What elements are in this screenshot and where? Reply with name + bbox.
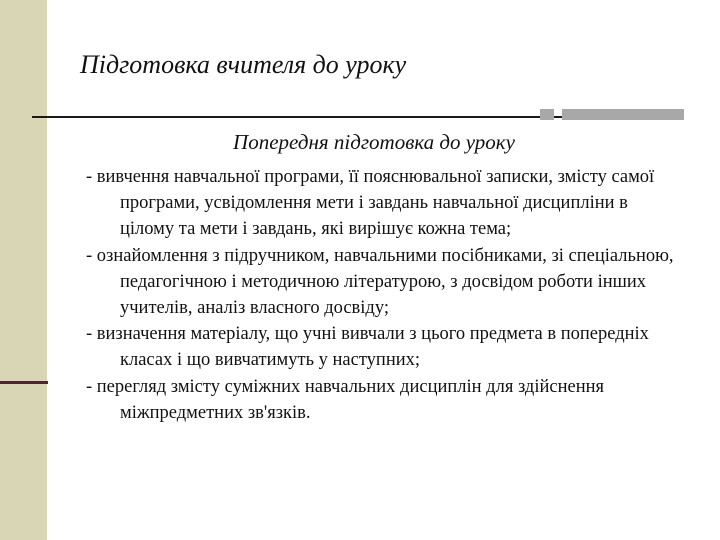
divider-decoration-bar xyxy=(562,109,684,120)
side-accent-line xyxy=(0,381,48,384)
slide-title: Підготовка вчителя до уроку xyxy=(80,50,407,79)
list-item: - вивчення навчальної програми, її пояснювальної записки, змісту самої програми, усвідомлення мети і завдань навчальної дисципліни в цілому та мети і завдань, які вирішує кожна тема; xyxy=(86,167,655,240)
list-item: - перегляд змісту суміжних навчальних дисциплін для здійснення міжпредметних зв'язків. xyxy=(86,376,605,423)
divider-decoration-small xyxy=(540,109,554,120)
side-band xyxy=(0,0,47,540)
preparation-list xyxy=(86,164,686,426)
slide-subtitle: Попередня підготовка до уроку xyxy=(233,130,515,154)
list-item: - ознайомлення з підручником, навчальними посібниками, зі спеціальною, педагогічною і методичною літературою, з досвідом роботи інших учителів, аналіз власного досвіду; xyxy=(86,245,674,319)
list-item: - визначення матеріалу, що учні вивчали з цього предмета в попередніх класах і що вивчатимуть у наступних; xyxy=(86,324,649,371)
